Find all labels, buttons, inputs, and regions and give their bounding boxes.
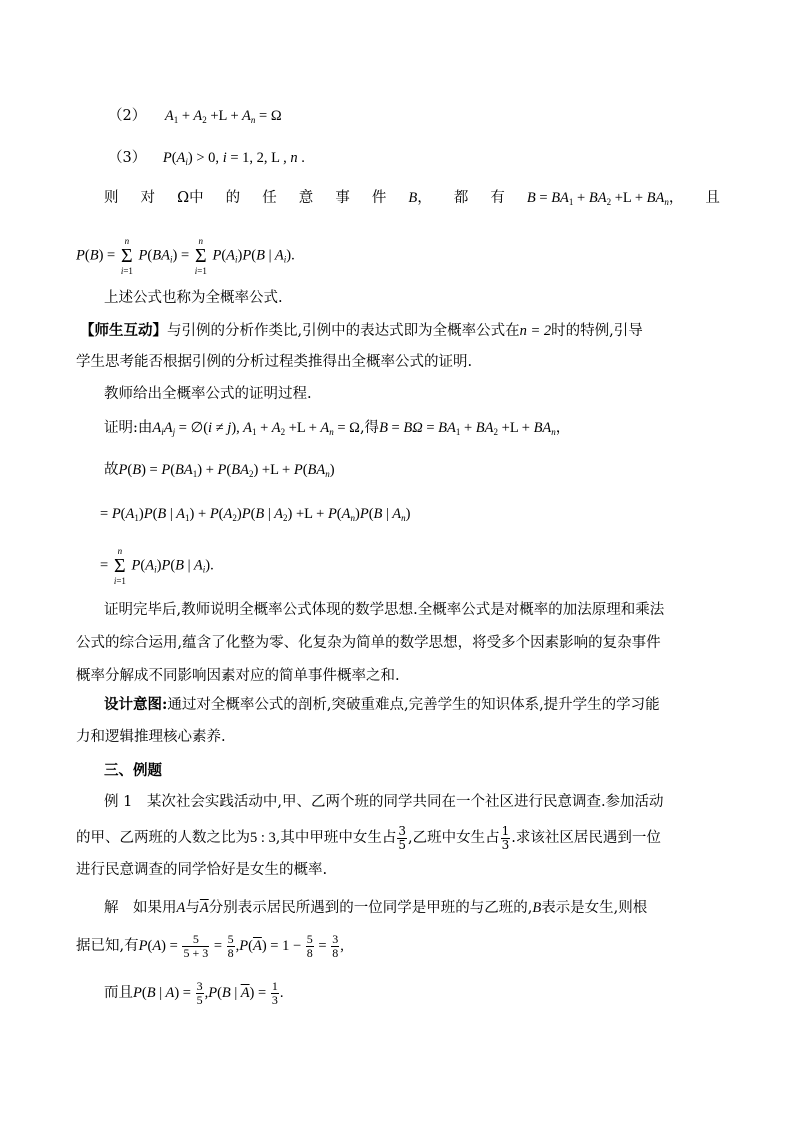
design-intent-text: 通过对全概率公式的剖析,突破重难点,完善学生的知识体系,提升学生的学习能 <box>167 697 660 713</box>
proof-line-2-lead: 故 <box>104 462 119 478</box>
condition-2-label: （2） <box>108 108 147 124</box>
word: 意 <box>298 190 314 206</box>
interaction-text-2: 时的特例,引导 <box>551 323 643 339</box>
condition-2-formula: $A_1 + A_2 +L + A_n = \Omega$ <box>164 108 282 125</box>
word: 任 <box>262 190 277 206</box>
denominator: 3 <box>501 837 510 852</box>
solution-text: 表示是女生,则根 <box>541 900 648 916</box>
condition-3-formula: $P(A_i) > 0$, i = 1, 2, L , n . <box>162 150 305 167</box>
interaction-condition: n = 2 <box>519 323 552 339</box>
example-1-line-3: 进行民意调查的同学恰好是女生的概率. <box>76 862 328 878</box>
event-a-complement: $\overline{A}$ <box>199 900 209 916</box>
interaction-line-1 <box>80 321 643 341</box>
event-a: A <box>176 900 186 916</box>
design-intent-label: 设计意图: <box>104 696 168 713</box>
word: 事 <box>335 190 350 206</box>
condition-3 <box>108 148 305 172</box>
example-text: ,乙班中女生占 <box>408 830 500 846</box>
numerator: 3 <box>398 823 407 838</box>
after-proof-line-1: 证明完毕后,教师说明全概率公式体现的数学思想.全概率公式是对概率的加法原理和乘法 <box>104 602 665 618</box>
theorem-line-1 <box>104 188 720 212</box>
word: 对 <box>140 190 156 206</box>
total-probability-formula: P(B) = n Σ i=1 $P(BA_i)$ = n Σ i=1 $P(A_i)P(B$ | $A_i$). <box>76 236 295 276</box>
after-proof-line-2: 公式的综合运用,蕴含了化整为零、化复杂为简单的数学思想，将受多个因素影响的复杂事件 <box>76 635 661 651</box>
fraction-girls-class-b <box>501 825 511 852</box>
solution-text: 据已知,有 <box>76 938 139 954</box>
fraction-girls-class-a <box>397 825 407 852</box>
proof-decomposition: $B = B\Omega = BA_1 + BA_2 +L + BA_n$ <box>379 420 556 437</box>
event-b: B <box>532 900 542 916</box>
proof-line-4: = n Σ i=1 $P(A_i)P(B$ | $A_i$). <box>100 546 214 586</box>
solution-prior-probabilities: P(A) = $\frac{5}{5 + 3}$ = $\frac{5}{8}$ $,P(\overline{A}) = 1$ − $\frac{5}{8}$ = $\frac{3}{8}$ , <box>138 932 344 961</box>
word: 都 <box>453 190 469 206</box>
proof-line-2 <box>104 460 335 484</box>
design-intent-line-1 <box>104 695 660 715</box>
proof-premise: $A_iA_j$ = ∅(i ≠ j), $A_1 + A_2 +L + A_n = \Omega$ <box>152 420 360 437</box>
interaction-line-2: 学生思考能否根据引例的分析过程类推得出全概率公式的证明. <box>76 354 473 370</box>
proof-line-3: = $P(A_1)P(B$ | $A_1) + P(A_2)P(B$ | $A_2) +L + P(A_n)P(B$ | $A_n$) <box>100 506 411 523</box>
proof-line-1 <box>104 418 570 442</box>
condition-2 <box>108 106 282 130</box>
solution-text: 分别表示居民所遇到的一位同学是甲班的与乙班的, <box>208 900 533 916</box>
interaction-tag: 【师生互动】 <box>80 322 167 339</box>
word: 件 <box>371 190 387 206</box>
word: 且 <box>705 190 720 206</box>
section-heading: 三、例题 <box>104 762 162 779</box>
word: 的 <box>225 190 241 206</box>
theorem-identity: $B = BA_1 + BA_2 +L + BA_n$， <box>526 190 684 207</box>
solution-line-1 <box>104 898 647 918</box>
example-text: .求该社区居民遇到一位 <box>511 830 661 846</box>
after-proof-line-3: 概率分解成不同影响因素对应的简单事件概率之和. <box>76 668 400 684</box>
proof-sum-expansion: $P(B) = P(BA_1) + P(BA_2) +L + P(BA_n)$ <box>118 462 335 479</box>
formula-name: 上述公式也称为全概率公式. <box>104 290 283 306</box>
example-1-line-1: 例 1 某次社会实践活动中,甲、乙两个班的同学共同在一个社区进行民意调查.参加活动 <box>104 794 664 810</box>
teacher-note: 教师给出全概率公式的证明过程. <box>104 386 312 402</box>
numerator: 1 <box>501 823 510 838</box>
denominator: 5 <box>398 837 407 852</box>
word: 则 <box>104 190 119 206</box>
design-intent-line-2: 力和逻辑推理核心素养. <box>76 729 226 745</box>
solution-text: 与 <box>185 900 200 916</box>
solution-text: 解 如果用 <box>104 900 177 916</box>
class-ratio: 5 : 3 <box>250 830 276 846</box>
condition-3-label: （3） <box>108 150 147 166</box>
example-text: ,其中甲班中女生占 <box>275 830 397 846</box>
solution-conditional-probabilities: P(B | A) = $\frac{3}{5}$ ,P(B | $\overline{A}$) = $\frac{1}{3}$ . <box>133 979 284 1008</box>
example-1-line-2 <box>76 822 661 854</box>
solution-text: 而且 <box>104 985 133 1001</box>
interaction-text: 与引例的分析作类比,引例中的表达式即为全概率公式在 <box>167 323 520 339</box>
word: Ω中 <box>177 190 204 206</box>
proof-comma: ， <box>555 420 571 436</box>
solution-line-2 <box>76 928 344 964</box>
proof-lead: 证明:由 <box>104 420 153 436</box>
word: 有 <box>490 190 505 206</box>
solution-line-3 <box>104 976 283 1010</box>
proof-mid: ,得 <box>359 420 380 436</box>
example-text: 的甲、乙两班的人数之比为 <box>76 830 250 846</box>
word-b: B， <box>408 190 432 206</box>
